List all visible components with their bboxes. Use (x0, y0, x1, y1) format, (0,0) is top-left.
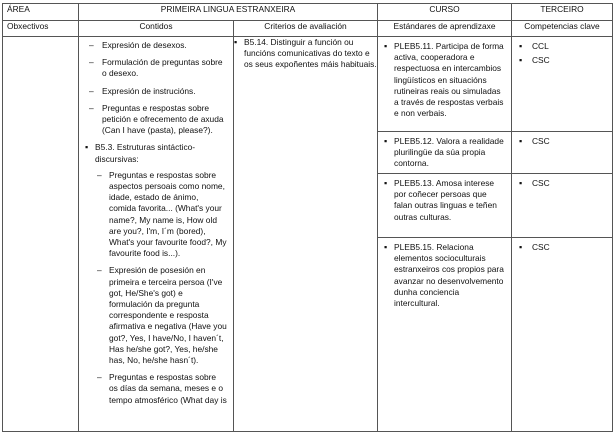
standards-header: Estándares de aprendizaxe (378, 21, 512, 37)
standard-row: ▪ PLEB5.12. Valora a realidade plurilingüe da súa propia contorna. (378, 132, 511, 174)
competence-row: ▪ CCL ▪ CSC (512, 37, 612, 132)
criteria-cell (234, 37, 378, 432)
objectives-header: Obxectivos (3, 21, 79, 37)
bullet-icon: ▪ (384, 178, 388, 188)
content-row (3, 37, 613, 432)
curriculum-table (2, 3, 613, 432)
standards-cell (378, 37, 512, 432)
bullet-icon: ▪ (384, 136, 388, 146)
course-label: CURSO (378, 4, 512, 21)
area-name: PRIMEIRA LINGUA ESTRANXEIRA (79, 4, 378, 21)
list-item: – Expresión de desexos. (89, 40, 187, 50)
competence-row: ▪ CSC (512, 132, 612, 174)
block-b53 (85, 142, 227, 405)
contents-cell (79, 37, 234, 432)
competences-cell (512, 37, 613, 432)
criteria-item: ▪ B5.14. Distinguir a función ou funcións comunicativas do texto e os seus expoñentes máis habituais. (234, 37, 377, 70)
subheader-row (3, 21, 613, 37)
standard-row: ▪ PLEB5.11. Participa de forma activa, cooperadora e respectuosa en intercambios lingüísticos en situacións rutineiras reais ou simuladas a través de respostas verbais e non verbais. (378, 37, 511, 132)
list-item: – Preguntas e respostas sobre aspectos persoais como nome, idade, estado de ánimo, comida favorita... (What's your name?, My name is, How old are you?, I'm, I´m (bored), What's your favourite food?, My favourite food is...). (97, 169, 227, 259)
bullet-icon: ▪ (519, 41, 523, 51)
contents-header: Contidos (79, 21, 234, 37)
competence-row: ▪ CSC (519, 242, 550, 252)
contents-top-list (85, 40, 227, 136)
bullet-icon: ▪ (85, 142, 89, 153)
competence-row: ▪ CSC (512, 174, 612, 238)
bullet-icon: ▪ (519, 55, 523, 66)
contents-block-list (85, 142, 227, 405)
bullet-icon: ▪ (234, 37, 238, 47)
competences-header: Competencias clave (512, 21, 613, 37)
block-b53-title: B5.3. Estruturas sintáctico-discursivas: (95, 142, 196, 164)
bullet-icon: ▪ (384, 41, 388, 51)
area-label: ÁREA (3, 4, 79, 21)
course-name: TERCEIRO (512, 4, 613, 21)
bullet-icon: ▪ (519, 136, 523, 146)
objectives-cell (3, 37, 79, 432)
standard-row: ▪ PLEB5.13. Amosa interese por coñecer persoas que falan outras linguas e teñen outras culturas. (378, 174, 511, 238)
criteria-header: Criterios de avaliación (234, 21, 378, 37)
list-item: – Preguntas e respostas sobre os días da semana, meses e o tempo atmosférico (What day is (97, 372, 227, 405)
standard-row: ▪ PLEB5.15. Relaciona elementos socioculturais estranxeiros cos propios para avanzar no desenvolvemento dunha conciencia intercultural. (384, 242, 504, 309)
block-b53-items (95, 170, 227, 406)
header-row (3, 4, 613, 21)
bullet-icon: ▪ (519, 178, 523, 188)
bullet-icon: ▪ (384, 242, 388, 252)
list-item: – Expresión de instrucións. (89, 85, 196, 96)
list-item: – Expresión de posesión en primeira e terceira persoa (I've got, He/She's got) e formulación da pregunta correspondente e resposta afirmativa e negativa (Have you got?, Yes, I have/No, I haven´t, Has he/she got?, Yes, he/she has, No, he/she hasn´t). (97, 265, 227, 366)
list-item: – Preguntas e respostas sobre petición e ofrecemento de axuda (Can I have (pasta), please?). (89, 102, 224, 136)
list-item: – Formulación de preguntas sobre o desexo. (89, 57, 223, 79)
bullet-icon: ▪ (519, 242, 523, 252)
